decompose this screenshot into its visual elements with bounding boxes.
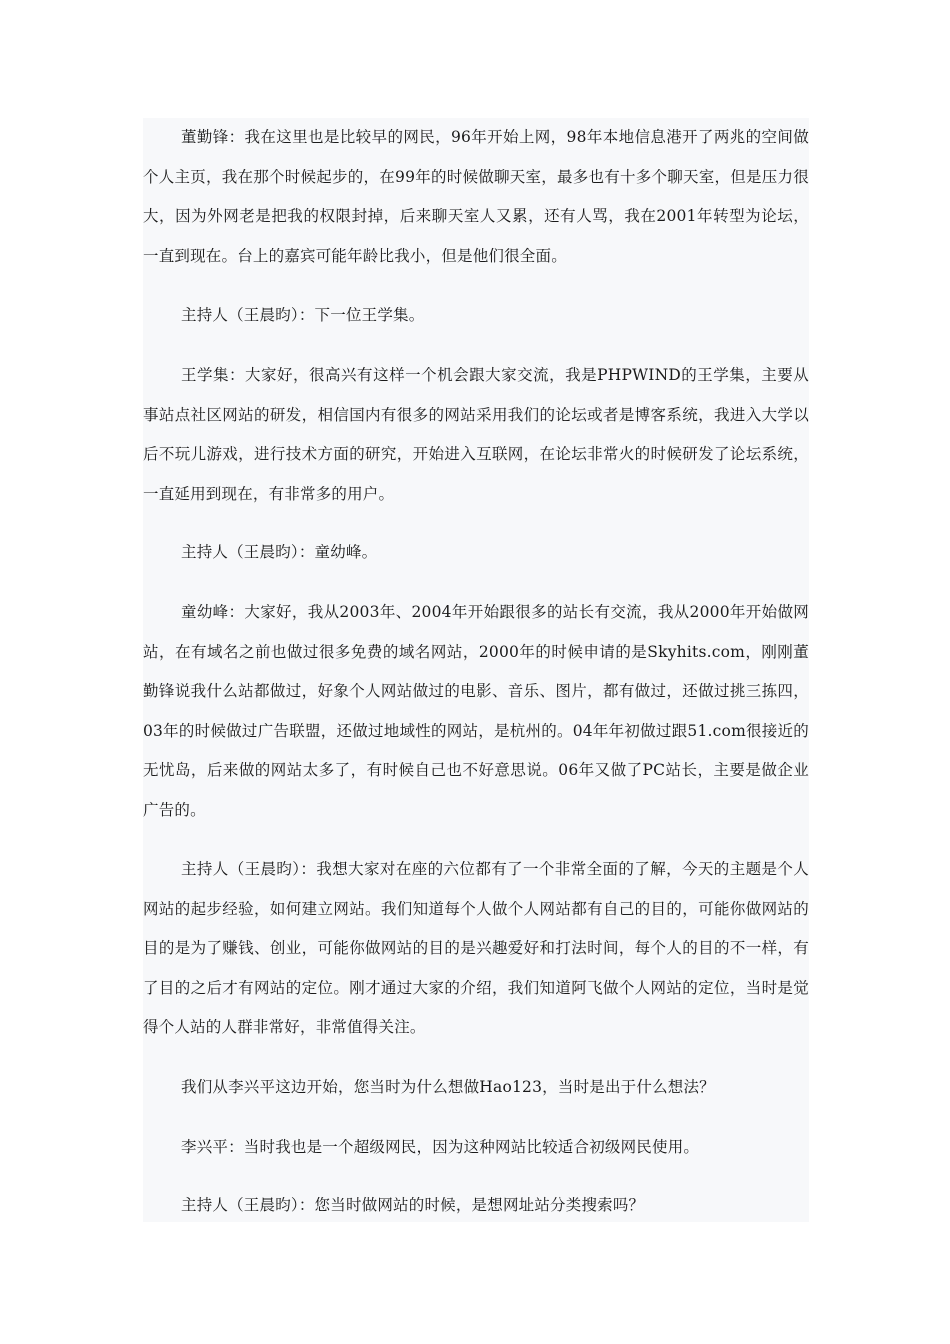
paragraph-tong-youfeng: 童幼峰：大家好，我从2003年、2004年开始跟很多的站长有交流，我从2000年开始做网站，在有域名之前也做过很多免费的域名网站，2000年的时候申请的是Skyhits.com，刚刚董勤锋说我什么站都做过，好象个人网站做过的电影、音乐、图片，都有做过，还做过挑三拣四，03年的时候做过广告联盟，还做过地域性的网站，是杭州的。04年年初做过跟51.com很接近的无忧岛，后来做的网站太多了，有时候自己也不好意思说。06年又做了PC站长，主要是做企业广告的。 [143,603,809,819]
paragraph-host-question-directory: 主持人（王晨昀）：您当时做网站的时候，是想网址站分类搜索吗？ [181,1196,645,1214]
paragraph-dong-qinfeng: 董勤锋：我在这里也是比较早的网民，96年开始上网，98年本地信息港开了两兆的空间做个人主页，我在那个时候起步的，在99年的时候做聊天室，最多也有十多个聊天室，但是压力很大，因为外网老是把我的权限封掉，后来聊天室人又累，还有人骂，我在2001年转型为论坛，一直到现在。台上的嘉宾可能年龄比我小，但是他们很全面。 [143,128,809,265]
paragraph-host-intro-tong-youfeng: 主持人（王晨昀）：童幼峰。 [181,543,378,561]
paragraph-host-question-hao123: 我们从李兴平这边开始，您当时为什么想做Hao123，当时是出于什么想法？ [181,1078,715,1096]
paragraph-host-summary: 主持人（王晨昀）：我想大家对在座的六位都有了一个非常全面的了解，今天的主题是个人网站的起步经验，如何建立网站。我们知道每个人做个人网站都有自己的目的，可能你做网站的目的是为了赚钱、创业，可能你做网站的目的是兴趣爱好和打法时间，每个人的目的不一样，有了目的之后才有网站的定位。刚才通过大家的介绍，我们知道阿飞做个人网站的定位，当时是觉得个人站的人群非常好，非常值得关注。 [143,860,809,1036]
paragraph-wang-xueji: 王学集：大家好，很高兴有这样一个机会跟大家交流，我是PHPWIND的王学集，主要从事站点社区网站的研发，相信国内有很多的网站采用我们的论坛或者是博客系统，我进入大学以后不玩儿游戏，进行技术方面的研究，开始进入互联网，在论坛非常火的时候研发了论坛系统，一直延用到现在，有非常多的用户。 [143,366,809,503]
paragraph-host-intro-wang-xueji: 主持人（王晨昀）：下一位王学集。 [181,306,425,324]
document-body [143,118,809,1222]
paragraph-li-xingping: 李兴平：当时我也是一个超级网民，因为这种网站比较适合初级网民使用。 [181,1138,700,1156]
